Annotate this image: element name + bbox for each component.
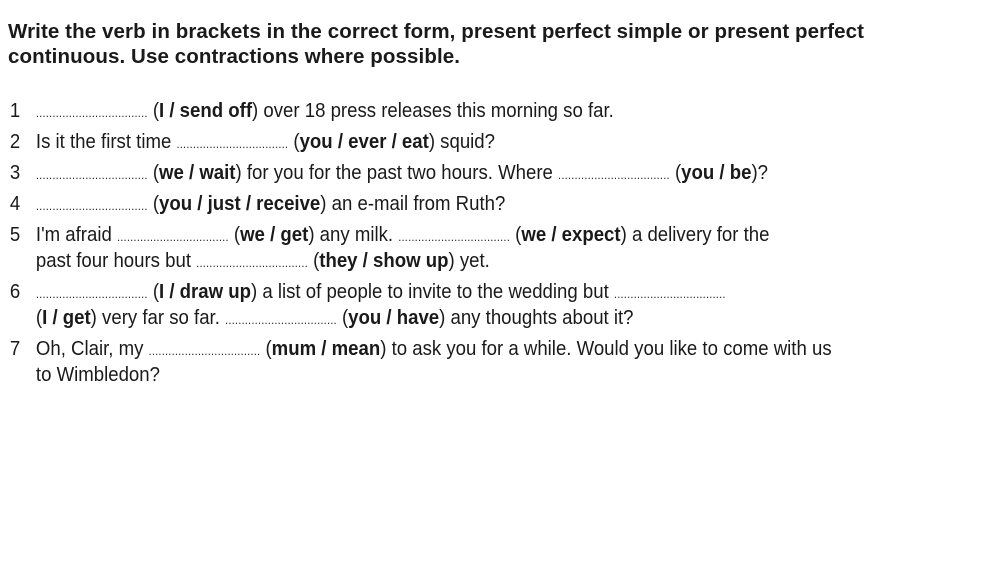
item-number: 7 bbox=[9, 338, 21, 360]
item-line bbox=[36, 362, 924, 388]
exercise-item-7 bbox=[8, 336, 924, 388]
sentence-text: past four hours but bbox=[35, 250, 197, 272]
exercise-item-5 bbox=[8, 222, 924, 274]
item-number: 5 bbox=[9, 224, 21, 246]
verb-cue: I / send off bbox=[159, 100, 253, 122]
item-line bbox=[36, 336, 924, 362]
sentence-text: ) a list of people to invite to the wedding but bbox=[250, 281, 614, 303]
sentence-text: ) to ask you for a while. Would you like to come with us bbox=[380, 338, 832, 360]
item-line bbox=[36, 305, 924, 331]
exercise-item-4 bbox=[8, 191, 924, 217]
item-line bbox=[36, 248, 924, 274]
item-number: 2 bbox=[9, 131, 21, 153]
answer-blank[interactable]: .................................. bbox=[35, 199, 148, 213]
sentence-text: ) squid? bbox=[428, 131, 496, 153]
item-number: 4 bbox=[9, 193, 21, 215]
sentence-text: ( bbox=[669, 162, 682, 184]
answer-blank[interactable]: .................................. bbox=[116, 230, 229, 244]
answer-blank[interactable]: .................................. bbox=[196, 256, 308, 270]
sentence-text: ) over 18 press releases this morning so far. bbox=[252, 100, 614, 122]
sentence-text: ( bbox=[147, 162, 160, 184]
sentence-text: ( bbox=[336, 307, 349, 329]
verb-cue: I / draw up bbox=[159, 281, 251, 303]
sentence-text: ) any thoughts about it? bbox=[439, 307, 634, 329]
exercise-list bbox=[8, 98, 924, 393]
sentence-text: ( bbox=[228, 224, 241, 246]
verb-cue: I / get bbox=[42, 307, 91, 329]
item-line bbox=[36, 129, 924, 155]
exercise-item-2 bbox=[8, 129, 924, 155]
answer-blank[interactable]: .................................. bbox=[148, 344, 261, 358]
verb-cue: you / have bbox=[348, 307, 440, 329]
sentence-text: ) very far so far. bbox=[90, 307, 226, 329]
answer-blank[interactable]: .................................. bbox=[398, 230, 510, 244]
sentence-text: )? bbox=[751, 162, 768, 184]
answer-blank[interactable]: .................................. bbox=[35, 287, 148, 301]
sentence-text: ( bbox=[147, 100, 160, 122]
item-line bbox=[36, 222, 924, 248]
sentence-text: ( bbox=[147, 193, 160, 215]
exercise-item-6 bbox=[8, 279, 924, 331]
sentence-text: ( bbox=[260, 338, 272, 360]
verb-cue: we / wait bbox=[159, 162, 236, 184]
sentence-text: ( bbox=[288, 131, 300, 153]
sentence-text: Is it the first time bbox=[35, 131, 177, 153]
item-number: 1 bbox=[9, 100, 21, 122]
sentence-text: ( bbox=[509, 224, 522, 246]
sentence-text: ) for you for the past two hours. Where bbox=[235, 162, 559, 184]
answer-blank[interactable]: .................................. bbox=[613, 287, 726, 301]
exercise-item-1 bbox=[8, 98, 924, 124]
item-number: 3 bbox=[9, 162, 21, 184]
item-number: 6 bbox=[9, 281, 21, 303]
verb-cue: mum / mean bbox=[271, 338, 381, 360]
exercise-instructions: Write the verb in brackets in the correct form, present perfect simple or present perfect continuous. Use contractions where possible. bbox=[8, 20, 865, 68]
answer-blank[interactable]: .................................. bbox=[176, 137, 289, 151]
answer-blank[interactable]: .................................. bbox=[225, 313, 337, 327]
verb-cue: you / just / receive bbox=[159, 193, 321, 215]
item-line bbox=[36, 279, 924, 305]
item-line bbox=[36, 160, 924, 186]
sentence-text: ) yet. bbox=[448, 250, 490, 272]
answer-blank[interactable]: .................................. bbox=[35, 168, 148, 182]
verb-cue: you / ever / eat bbox=[299, 131, 429, 153]
verb-cue: they / show up bbox=[319, 250, 449, 272]
verb-cue: we / expect bbox=[521, 224, 621, 246]
answer-blank[interactable]: .................................. bbox=[558, 168, 670, 182]
sentence-text: ) a delivery for the bbox=[620, 224, 770, 246]
sentence-text: Oh, Clair, my bbox=[35, 338, 149, 360]
answer-blank[interactable]: .................................. bbox=[35, 106, 148, 120]
sentence-text: ( bbox=[307, 250, 320, 272]
sentence-text: ( bbox=[35, 307, 43, 329]
item-line bbox=[36, 191, 924, 217]
verb-cue: you / be bbox=[681, 162, 752, 184]
sentence-text: ) any milk. bbox=[308, 224, 399, 246]
sentence-text: ( bbox=[147, 281, 160, 303]
verb-cue: we / get bbox=[240, 224, 309, 246]
sentence-text: to Wimbledon? bbox=[35, 364, 160, 386]
item-line bbox=[36, 98, 924, 124]
sentence-text: ) an e-mail from Ruth? bbox=[320, 193, 506, 215]
sentence-text: I'm afraid bbox=[35, 224, 117, 246]
exercise-item-3 bbox=[8, 160, 924, 186]
